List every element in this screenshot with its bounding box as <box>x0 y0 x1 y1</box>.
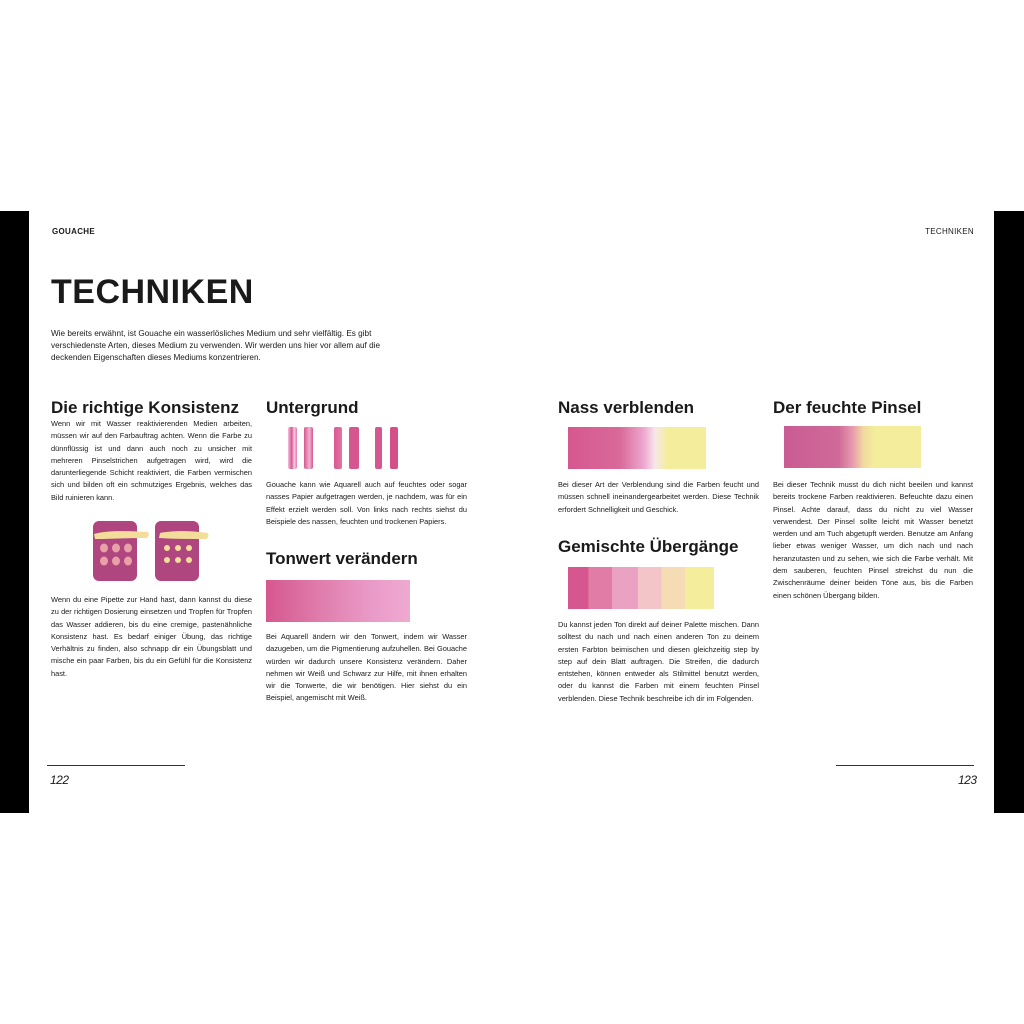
gemischt-swatch <box>568 567 714 609</box>
heading-tonwert: Tonwert verändern <box>266 549 418 568</box>
paint-square-2 <box>155 521 199 581</box>
heading-gemischt: Gemischte Übergänge <box>558 537 739 556</box>
stripe-dry-2 <box>390 427 398 469</box>
stripe-damp <box>334 427 342 469</box>
text-pinsel: Bei dieser Technik musst du dich nicht beeilen und kannst bereits trockene Farben reaktivieren. Befeuchte dazu einen Pinsel. Achte darauf, dass du nicht zu viel Wasser verwendest. Der Pinsel sollte leicht mit Wasser benetzt werden und am Tuch abgetupft werden. Benutze am Anfang lieber etwas weniger Wasser, um dich nach und nach heranzutasten und zu sehen, wie sich die Farbe verhält. Mit dem sauberen, feuchten Pinsel streichst du nun die Zwischenräume deiner beiden Töne aus, bis die Farben einen schönen Übergang bilden. <box>773 480 973 600</box>
book-spread <box>0 211 1024 813</box>
stripe-wet-2 <box>304 427 313 469</box>
footer-rule-right <box>836 765 974 766</box>
paint-stroke-1 <box>94 531 149 539</box>
text-nass: Bei dieser Art der Verblendung sind die Farben feucht und müssen schnell ineinandergearbeitet werden. Diese Technik erfordert Schnelligkeit und Geschick. <box>558 480 759 514</box>
pinsel-swatch <box>784 426 921 468</box>
running-header-right: TECHNIKEN <box>925 227 974 236</box>
running-header-left: GOUACHE <box>52 227 95 236</box>
heading-nass: Nass verblenden <box>558 398 695 417</box>
text-konsistenz-1: Wenn wir mit Wasser reaktivierenden Medien arbeiten, müssen wir auf den Farbauftrag achten. Wenn die Farbe zu dünnflüssig ist und dann auch noch zu unsicher mit mehreren Pinselstrichen aufgetragen wird, wird die darunterliegende Schicht reaktiviert, die Farben vermischen sich und bilden oft ein schmutziges Ergebnis, welches das Bild ruinieren kann. <box>51 419 252 502</box>
text-gemischt: Du kannst jeden Ton direkt auf deiner Palette mischen. Dann solltest du nach und nach einen anderen Ton zu deinem ersten Farbton beimischen und diesen gleichzeitig step by step auf dein Blatt auftragen. Die Streifen, die dadurch entstehen, können entweder als Stilmittel benutzt werden, oder du kannst die Farben mit einem feuchten Pinsel verblenden. Diese Technik beschreibe ich dir im Folgenden. <box>558 620 759 703</box>
heading-untergrund: Untergrund <box>266 398 359 417</box>
right-page-edge <box>994 211 1024 813</box>
heading-konsistenz: Die richtige Konsistenz <box>51 398 239 417</box>
stripe-dry <box>375 427 382 469</box>
paint-stroke-2 <box>159 531 208 539</box>
consistency-illustration <box>90 516 212 586</box>
page-title: TECHNIKEN <box>51 273 254 311</box>
footer-rule-left <box>47 765 185 766</box>
page-number-left: 122 <box>50 773 69 787</box>
stripe-damp-2 <box>349 427 359 469</box>
heading-pinsel: Der feuchte Pinsel <box>773 398 922 417</box>
text-konsistenz-2: Wenn du eine Pipette zur Hand hast, dann kannst du diese zu der richtigen Dosierung einsetzen und Tropfen für Tropfen das Wasser addieren, bis du eine cremige, pastenähnliche Konsistenz hast. Es bedarf einiger Übung, das richtige Verhältnis zu finden, also schnapp dir ein Übungsblatt und mische ein paar Farben, bis du ein Gefühl für die Konsistenz hast. <box>51 595 252 678</box>
page-number-right: 123 <box>958 773 977 787</box>
stripe-wet <box>288 427 297 469</box>
text-untergrund: Gouache kann wie Aquarell auch auf feuchtes oder sogar nasses Papier aufgetragen werden, je nachdem, was für ein Effekt erzielt werden soll. Von links nach rechts siehst du Beispiele des nassen, feuchten und trockenen Papiers. <box>266 480 467 526</box>
tonwert-swatch <box>266 580 410 622</box>
nass-swatch <box>568 427 706 469</box>
left-page-edge <box>0 211 29 813</box>
text-tonwert: Bei Aquarell ändern wir den Tonwert, indem wir Wasser dazugeben, um die Pigmentierung aufzuhellen. Bei Gouache würden wir dadurch unsere Konsistenz verändern. Daher nehmen wir Weiß und Schwarz zur Hilfe, mit ihnen erhalten wir die Tonwerte, die wir benötigen. Hier siehst du ein Beispiel, angemischt mit Weiß. <box>266 632 467 703</box>
intro-paragraph: Wie bereits erwähnt, ist Gouache ein wasserlösliches Medium und sehr vielfältig. Es gibt verschiedenste Arten, dieses Medium zu verwenden. Wir werden uns hier vor allem auf die deckenden Eigenschaften dieses Mediums konzentrieren. <box>51 329 381 363</box>
